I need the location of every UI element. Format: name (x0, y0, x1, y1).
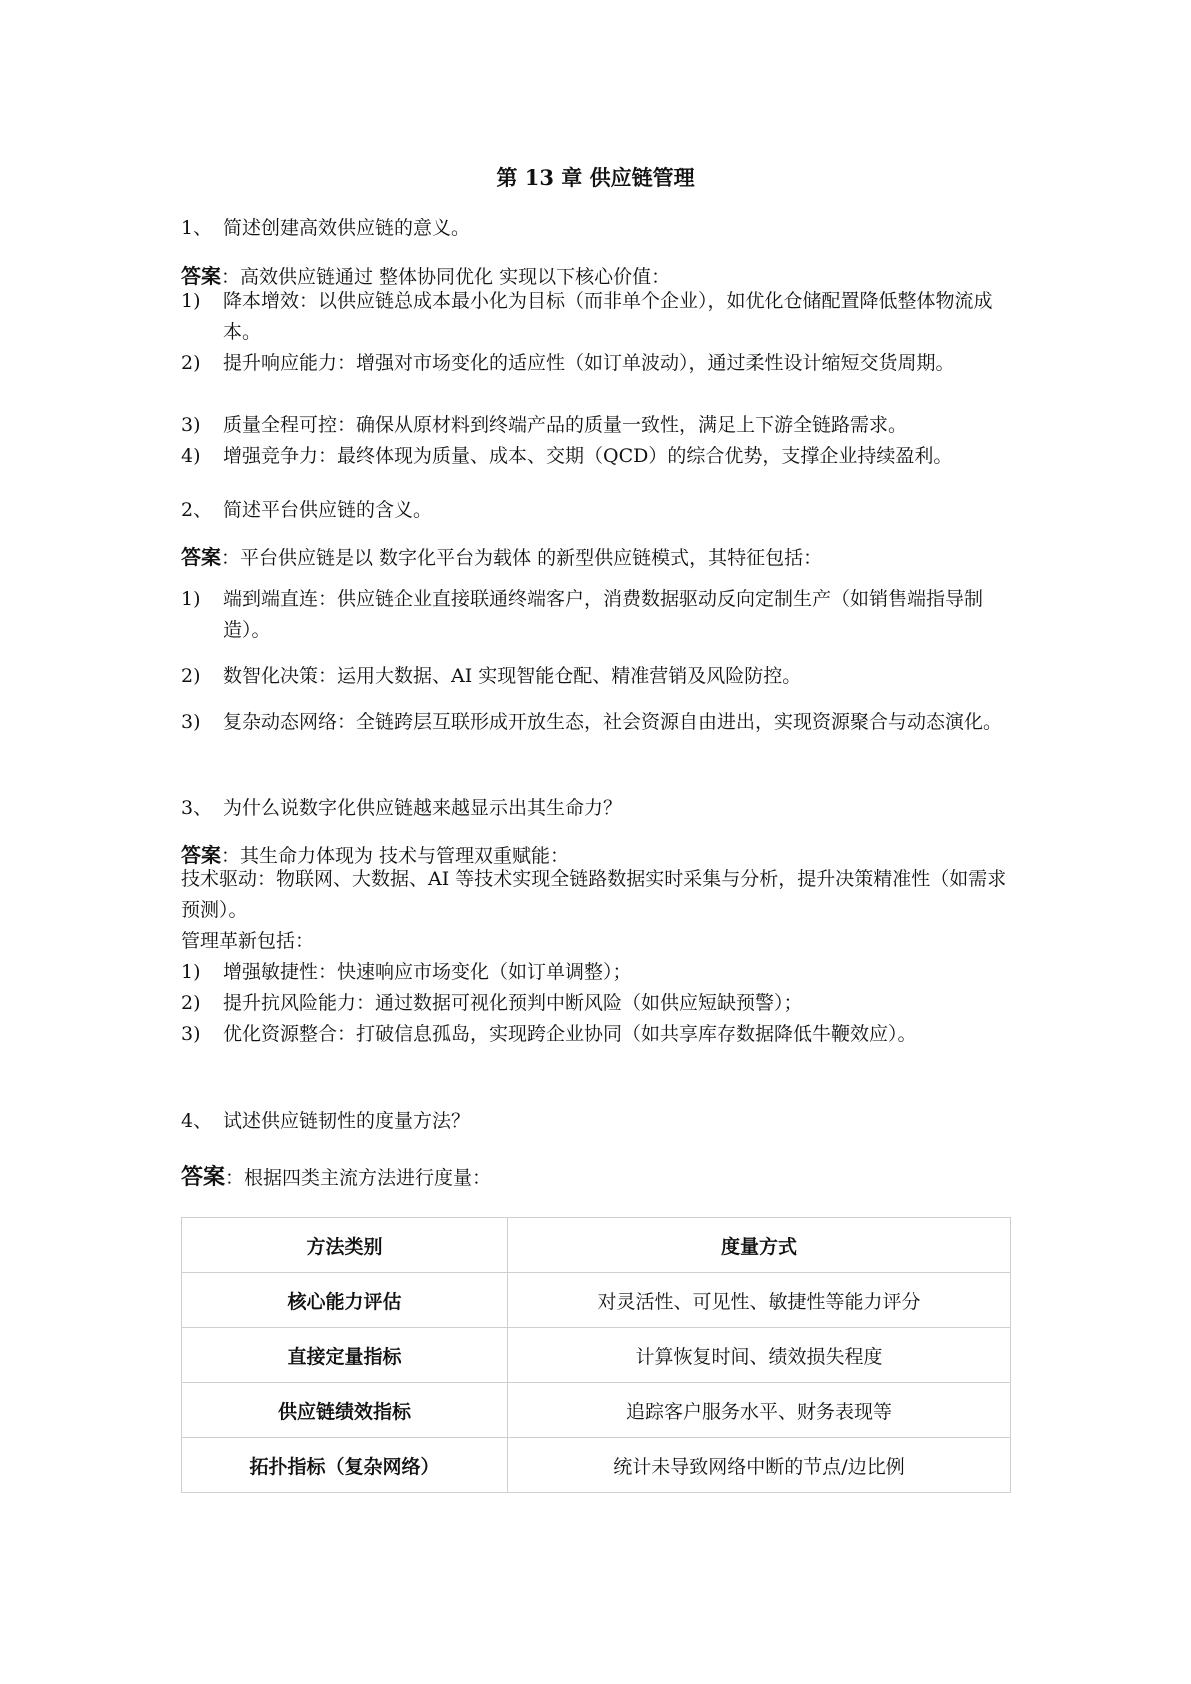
tech-driver-paragraph: 技术驱动：物联网、大数据、AI 等技术实现全链路数据实时采集与分析，提升决策精准性（如需求预测）。 (181, 868, 1007, 921)
answer-1-intro: 答案：高效供应链通过 整体协同优化 实现以下核心价值： (181, 264, 671, 288)
table-row (182, 1438, 1011, 1493)
list-item: 1) 降本增效：以供应链总成本最小化为目标（而非单个企业），如优化仓储配置降低整体物流成本。 (181, 290, 993, 343)
question-text: 试述供应链韧性的度量方法？ (223, 1110, 471, 1132)
question-4 (181, 1106, 470, 1133)
answer-label: 答案 (181, 843, 221, 867)
column-header: 方法类别 (182, 1218, 508, 1273)
list-item: 3) 质量全程可控：确保从原材料到终端产品的质量一致性，满足上下游全链路需求。 (181, 414, 908, 436)
list-item: 3) 优化资源整合：打破信息孤岛，实现跨企业协同（如共享库存数据降低牛鞭效应）。 (181, 1023, 917, 1045)
chapter-title: 第 13 章 供应链管理 (496, 165, 695, 190)
table-cell: 统计未导致网络中断的节点/边比例 (508, 1438, 1011, 1493)
table-row (182, 1328, 1011, 1383)
question-number: 4、 (181, 1110, 213, 1132)
answer-label: 答案 (181, 545, 221, 569)
table-cell: 直接定量指标 (182, 1328, 508, 1383)
answer-label: 答案 (181, 1164, 226, 1190)
question-number: 1、 (181, 217, 213, 239)
question-text: 简述创建高效供应链的意义。 (223, 217, 471, 239)
table-cell: 供应链绩效指标 (182, 1383, 508, 1438)
answer-label: 答案 (181, 264, 221, 288)
question-2 (181, 495, 432, 522)
list-item: 1) 增强敏捷性：快速响应市场变化（如订单调整）； (181, 961, 632, 983)
table-cell: 核心能力评估 (182, 1273, 508, 1328)
question-text: 简述平台供应链的含义。 (223, 499, 433, 521)
question-number: 3、 (181, 797, 213, 819)
table-cell: 追踪客户服务水平、财务表现等 (508, 1383, 1011, 1438)
list-item: 2) 数智化决策：运用大数据、AI 实现智能仓配、精准营销及风险防控。 (181, 665, 802, 687)
question-number: 2、 (181, 499, 213, 521)
question-3 (181, 793, 622, 820)
table-cell: 拓扑指标（复杂网络） (182, 1438, 508, 1493)
table-row (182, 1273, 1011, 1328)
answer-2-intro: 答案：平台供应链是以 数字化平台为载体 的新型供应链模式，其特征包括： (181, 545, 823, 569)
list-item: 2) 提升抗风险能力：通过数据可视化预判中断风险（如供应短缺预警）； (181, 992, 803, 1014)
question-1 (181, 213, 470, 240)
table-header-row (182, 1218, 1011, 1273)
table-cell: 对灵活性、可见性、敏捷性等能力评分 (508, 1273, 1011, 1328)
list-item: 3) 复杂动态网络：全链跨层互联形成开放生态，社会资源自由进出，实现资源聚合与动态演化。 (181, 711, 1003, 733)
management-heading: 管理革新包括： (181, 930, 315, 952)
list-item: 4) 增强竞争力：最终体现为质量、成本、交期（QCD）的综合优势，支撑企业持续盈利。 (181, 445, 953, 467)
column-header: 度量方式 (508, 1218, 1011, 1273)
answer-3-intro: 答案：其生命力体现为 技术与管理双重赋能： (181, 843, 570, 867)
table-row (182, 1383, 1011, 1438)
list-item: 1) 端到端直连：供应链企业直接联通终端客户，消费数据驱动反向定制生产（如销售端指导制造）。 (181, 588, 984, 641)
resilience-measurement-table (181, 1217, 1011, 1493)
list-item: 2) 提升响应能力：增强对市场变化的适应性（如订单波动），通过柔性设计缩短交货周期。 (181, 352, 955, 374)
table-cell: 计算恢复时间、绩效损失程度 (508, 1328, 1011, 1383)
answer-4-intro: 答案：根据四类主流方法进行度量： (181, 1164, 492, 1190)
question-text: 为什么说数字化供应链越来越显示出其生命力？ (223, 797, 623, 819)
